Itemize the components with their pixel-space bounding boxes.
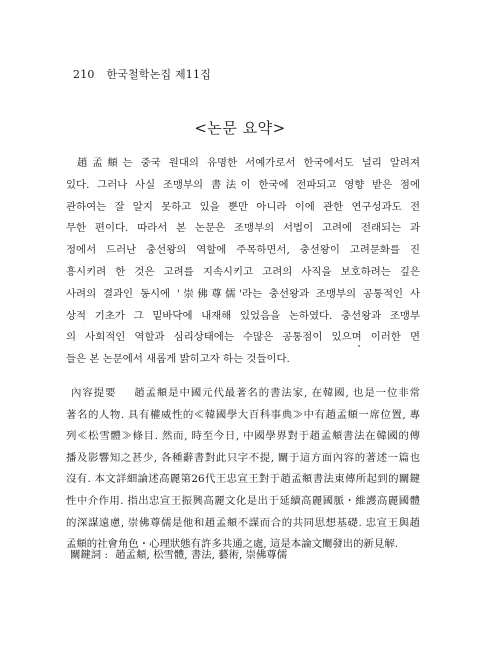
- section-title: <논문 요약>: [194, 119, 286, 137]
- scan-speck: [358, 345, 360, 347]
- abstract-line: 의 사회적인 역할과 심리상태에는 수많은 공통점이 있으며 이러한 면: [66, 331, 420, 344]
- journal-title: 한국철학논집 제11집: [106, 68, 212, 81]
- abstract-line: 孟頫的社會角色・心理狀態有許多共通之處, 這是本論文闡發出的新見解.: [66, 538, 399, 551]
- abstract-line: 정에서 드러난 충선왕의 역할에 주목하면서, 충선왕이 고려문화를 진: [66, 244, 420, 257]
- abstract-line: [66, 383, 420, 405]
- page-number: 210: [73, 68, 95, 81]
- running-header: [73, 66, 211, 82]
- keywords-text: 趙孟頫, 松雪體, 書法, 藝術, 崇佛尊儒: [115, 549, 288, 561]
- abstract-line: 趙孟頫는 중국 원대의 유명한 서예가로서 한국에서도 널리 알려져: [77, 157, 420, 169]
- abstract-line: 的深謀遠慮, 崇佛尊儒是他和趙孟頫不謀而合的共同思想基礎. 忠宣王與趙: [66, 516, 420, 529]
- abstract-line: 흥시키려 한 것은 고려를 지속시키고 고려의 사직을 보호하려는 깊은: [66, 265, 420, 278]
- abstract-label: 內容提要: [71, 387, 117, 399]
- abstract-line: 列≪松雪體≫條目. 然而, 時至今日, 中國學界對于趙孟頫書法在韓國的傳: [66, 430, 420, 443]
- abstract-line: 관하여는 잘 알지 못하고 있을 뿐만 아니라 이에 관한 연구성과도 전: [66, 200, 420, 213]
- keywords: [70, 546, 287, 561]
- abstract-line: 들은 본 논문에서 새롭게 밝히고자 하는 것들이다.: [66, 353, 290, 366]
- abstract-line: 著名的人物. 具有權威性的≪韓國學大百科事典≫中有趙孟頫一席位置, 專: [66, 408, 420, 421]
- korean-abstract: [66, 153, 420, 371]
- abstract-line: 사려의 결과인 동시에 '崇佛尊儒'라는 충선왕과 조맹부의 공통적인 사: [66, 287, 420, 300]
- keywords-label: 關鍵詞 :: [70, 549, 108, 561]
- abstract-line: 沒有. 本文詳細論述高麗第26代王忠宣王對于趙孟頫書法東傳所起到的關鍵: [66, 473, 420, 486]
- abstract-line: 상적 기초가 그 밑바닥에 내재해 있었음을 논하였다. 충선왕과 조맹부: [66, 309, 420, 322]
- abstract-line: 무한 편이다. 따라서 본 논문은 조맹부의 서법이 고려에 전래되는 과: [66, 222, 420, 235]
- abstract-line-text: 趙孟頫是中國元代最著名的書法家, 在韓國, 也是一位非常: [134, 387, 420, 399]
- abstract-line: 性中介作用. 指出忠宣王振興高麗文化是出于延續高麗國脈・維護高麗國體: [66, 494, 420, 507]
- abstract-line: 있다. 그러나 사실 조맹부의 書法이 한국에 전파되고 영향 받은 점에: [66, 178, 420, 191]
- chinese-abstract: [66, 383, 420, 556]
- abstract-line: 播及影響知之甚少, 各種辭書對此只字不提, 關于這方面內容的著述一篇也: [66, 451, 420, 464]
